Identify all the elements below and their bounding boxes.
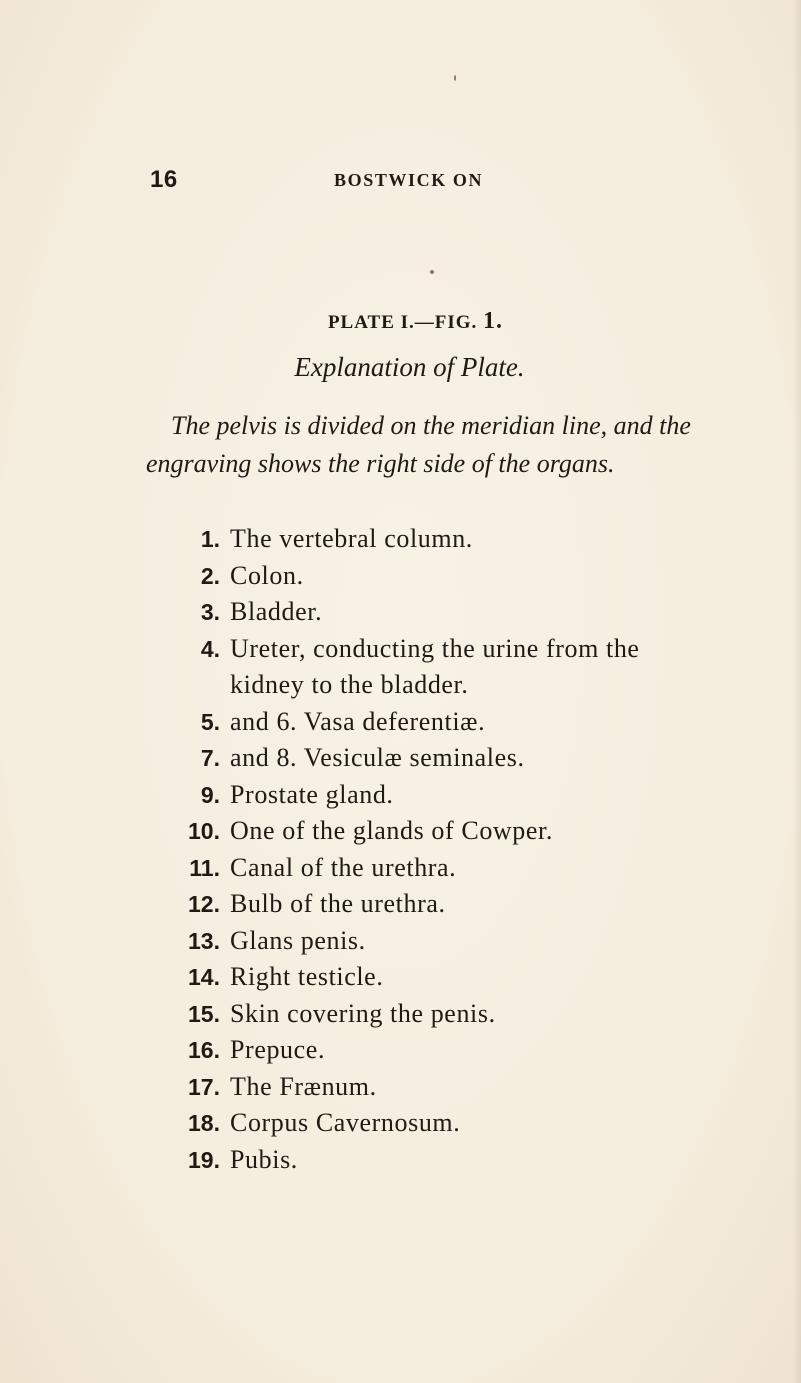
explanation-title: Explanation of Plate. xyxy=(294,352,525,382)
item-text: and 6. Vasa deferentiæ. xyxy=(230,706,486,736)
item-text: The vertebral column. xyxy=(230,524,473,553)
item-text: Prepuce. xyxy=(230,1035,326,1064)
item-number: 4. xyxy=(200,635,220,662)
item-number: 18. xyxy=(188,1110,220,1136)
list-item xyxy=(150,959,790,996)
item-text: One of the glands of Cowper. xyxy=(230,816,553,845)
running-head xyxy=(0,166,801,198)
item-number: 2. xyxy=(200,562,220,589)
item-text: Colon. xyxy=(230,560,304,590)
list-item xyxy=(150,631,790,704)
item-text: Prostate gland. xyxy=(230,779,394,809)
item-text: and 8. Vesiculæ seminales. xyxy=(230,743,525,772)
ink-speck xyxy=(430,270,434,274)
item-number: 19. xyxy=(188,1146,220,1173)
list-item xyxy=(150,777,790,814)
list-item xyxy=(150,521,790,558)
intro-line-1: The pelvis is divided on the meridian line, and the xyxy=(171,411,691,440)
list-item xyxy=(150,1142,790,1179)
item-text-continuation: kidney to the bladder. xyxy=(230,670,469,699)
list-item xyxy=(150,813,790,850)
item-text: The Frænum. xyxy=(230,1071,377,1101)
item-text: Glans penis. xyxy=(230,925,366,955)
list-item xyxy=(150,850,790,887)
item-text: Corpus Cavernosum. xyxy=(230,1108,461,1137)
list-item xyxy=(150,923,790,960)
item-number: 15. xyxy=(188,1000,220,1027)
item-number: 9. xyxy=(200,781,220,808)
list-item xyxy=(150,558,790,595)
item-number: 5. xyxy=(200,708,220,735)
item-text: Bulb of the urethra. xyxy=(230,889,446,918)
item-text: Bladder. xyxy=(230,597,323,626)
item-number: 11. xyxy=(189,854,220,881)
item-number: 14. xyxy=(188,964,220,990)
item-text: Skin covering the penis. xyxy=(230,998,496,1028)
page-edge-shadow xyxy=(793,0,801,1383)
plate-heading-number: 1. xyxy=(483,308,504,334)
intro-line-2: engraving shows the right side of the organs. xyxy=(146,449,615,478)
intro-paragraph xyxy=(146,407,801,483)
list-item xyxy=(150,704,790,741)
item-number: 1. xyxy=(200,526,220,552)
legend-list xyxy=(150,521,790,1178)
item-number: 17. xyxy=(188,1073,220,1100)
item-text: Right testicle. xyxy=(230,962,384,991)
item-number: 13. xyxy=(188,927,220,954)
page-number: 16 xyxy=(150,166,178,193)
item-number: 3. xyxy=(200,599,220,625)
list-item xyxy=(150,1069,790,1106)
list-item xyxy=(150,1105,790,1142)
list-item xyxy=(150,886,790,923)
list-item xyxy=(150,996,790,1033)
ink-speck xyxy=(454,75,456,81)
item-text: Canal of the urethra. xyxy=(230,852,457,882)
plate-heading xyxy=(0,308,801,335)
item-text: Pubis. xyxy=(230,1144,298,1174)
list-item xyxy=(150,1032,790,1069)
running-title: BOSTWICK ON xyxy=(334,170,484,190)
item-text: Ureter, conducting the urine from the xyxy=(230,633,640,663)
plate-heading-text: PLATE I.—FIG. xyxy=(327,312,478,333)
item-number: 10. xyxy=(188,818,220,844)
item-number: 7. xyxy=(200,745,220,771)
list-item xyxy=(150,594,790,631)
item-number: 12. xyxy=(188,891,220,917)
list-item xyxy=(150,740,790,777)
item-number: 16. xyxy=(188,1037,220,1063)
